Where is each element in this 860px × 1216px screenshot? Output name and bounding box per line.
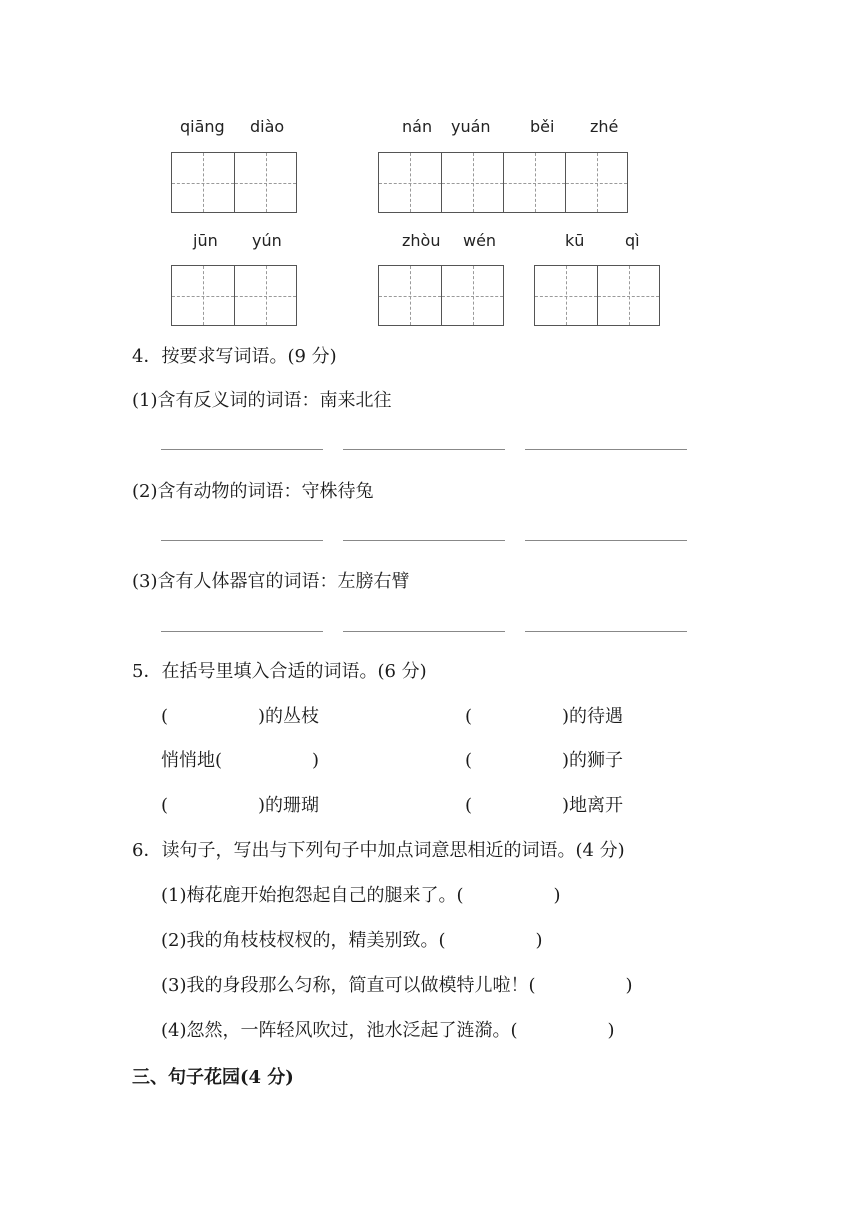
writing-grid-1[interactable] xyxy=(171,152,297,213)
pinyin-nan: nán xyxy=(402,117,433,136)
answer-line[interactable] xyxy=(525,449,687,450)
pinyin-yun: yún xyxy=(252,231,282,250)
q4-item-1: (1)含有反义词的词语：南来北往 xyxy=(132,390,392,411)
pinyin-bei: běi xyxy=(530,117,555,136)
writing-grid-3[interactable] xyxy=(171,265,297,326)
q5-blank-3[interactable]: 悄悄地( ) xyxy=(161,750,320,771)
pinyin-qiang: qiāng xyxy=(180,117,225,136)
grid-cell[interactable] xyxy=(172,266,234,325)
q5-blank-1[interactable]: ( )的丛枝 xyxy=(161,706,320,727)
q4-item-3: (3)含有人体器官的词语：左膀右臂 xyxy=(132,571,410,592)
pinyin-zhou: zhòu xyxy=(402,231,441,250)
writing-grid-5[interactable] xyxy=(534,265,660,326)
writing-grid-2[interactable] xyxy=(378,152,628,213)
answer-line[interactable] xyxy=(343,540,505,541)
q5-blank-5[interactable]: ( )的珊瑚 xyxy=(161,795,320,816)
q4-title: 4．按要求写词语。(9 分) xyxy=(132,346,337,367)
q6-title: 6．读句子，写出与下列句子中加点词意思相近的词语。(4 分) xyxy=(132,840,625,861)
answer-line[interactable] xyxy=(343,631,505,632)
grid-cell[interactable] xyxy=(172,153,234,212)
q6-item-1[interactable]: (1)梅花鹿开始抱怨起自己的腿来了。( ) xyxy=(161,885,561,906)
q6-item-3[interactable]: (3)我的身段那么匀称，简直可以做模特儿啦！( ) xyxy=(161,975,633,996)
pinyin-jun: jūn xyxy=(193,231,218,250)
grid-cell[interactable] xyxy=(234,266,296,325)
q4-item-2: (2)含有动物的词语：守株待兔 xyxy=(132,481,374,502)
pinyin-wen: wén xyxy=(463,231,497,250)
pinyin-ku: kū xyxy=(565,231,585,250)
grid-cell[interactable] xyxy=(379,153,441,212)
answer-line[interactable] xyxy=(525,631,687,632)
answer-line[interactable] xyxy=(343,449,505,450)
grid-cell[interactable] xyxy=(441,266,503,325)
grid-cell[interactable] xyxy=(565,153,627,212)
pinyin-zhe: zhé xyxy=(590,117,619,136)
grid-cell[interactable] xyxy=(597,266,659,325)
q6-item-2[interactable]: (2)我的角枝枝杈杈的，精美别致。( ) xyxy=(161,930,543,951)
section-3-title: 三、句子花园(4 分) xyxy=(132,1067,294,1088)
grid-cell[interactable] xyxy=(503,153,565,212)
q5-blank-4[interactable]: ( )的狮子 xyxy=(465,750,624,771)
grid-cell[interactable] xyxy=(379,266,441,325)
q6-item-4[interactable]: (4)忽然，一阵轻风吹过，池水泛起了涟漪。( ) xyxy=(161,1020,615,1041)
writing-grid-4[interactable] xyxy=(378,265,504,326)
grid-cell[interactable] xyxy=(234,153,296,212)
pinyin-qi: qì xyxy=(625,231,640,250)
answer-line[interactable] xyxy=(525,540,687,541)
pinyin-yuan: yuán xyxy=(451,117,491,136)
q5-title: 5．在括号里填入合适的词语。(6 分) xyxy=(132,661,427,682)
answer-line[interactable] xyxy=(161,449,323,450)
answer-line[interactable] xyxy=(161,631,323,632)
grid-cell[interactable] xyxy=(441,153,503,212)
q5-blank-2[interactable]: ( )的待遇 xyxy=(465,706,624,727)
grid-cell[interactable] xyxy=(535,266,597,325)
pinyin-diao: diào xyxy=(250,117,285,136)
answer-line[interactable] xyxy=(161,540,323,541)
q5-blank-6[interactable]: ( )地离开 xyxy=(465,795,624,816)
